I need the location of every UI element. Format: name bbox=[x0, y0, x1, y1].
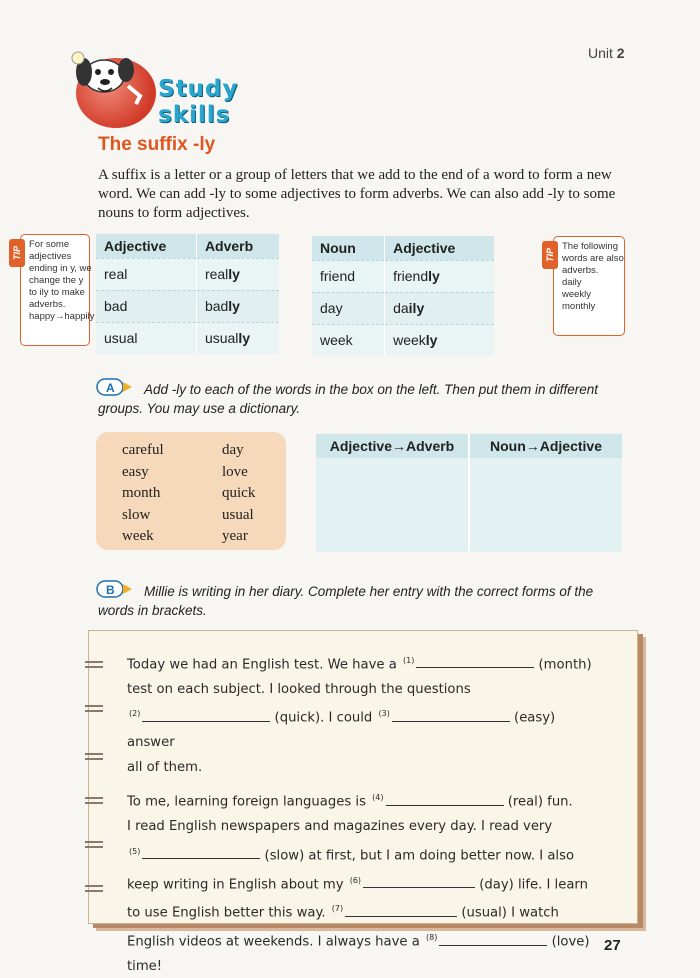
unit-label: Unit 2 bbox=[588, 45, 625, 61]
table-row bbox=[312, 324, 494, 356]
exercise-b-instruction: Millie is writing in her diary. Complete her entry with the correct forms of the words in brackets. bbox=[98, 584, 594, 618]
page-number: 27 bbox=[604, 937, 621, 954]
table-row bbox=[96, 322, 279, 354]
ring-icon bbox=[85, 705, 105, 713]
answer-column-adverb[interactable] bbox=[316, 458, 468, 552]
page-title: Study skills bbox=[158, 76, 239, 128]
tip-line: change the y bbox=[29, 275, 84, 286]
table-cell: week bbox=[312, 324, 385, 356]
ring-icon bbox=[85, 841, 105, 849]
table-cell: daily bbox=[385, 292, 494, 324]
table-cell: badly bbox=[196, 290, 279, 322]
blank-6[interactable] bbox=[363, 874, 475, 888]
table-header: Adverb bbox=[196, 234, 279, 258]
tip-line: weekly bbox=[562, 289, 592, 300]
word-item: usual bbox=[222, 506, 254, 523]
answer-column-adjective[interactable] bbox=[468, 458, 622, 552]
tip-line: adverbs. bbox=[562, 265, 599, 276]
word-item: quick bbox=[222, 485, 256, 501]
table-cell: weekly bbox=[385, 324, 494, 356]
ring-icon bbox=[85, 885, 105, 893]
table-header: Adjective bbox=[96, 234, 196, 258]
tip-line: daily bbox=[562, 277, 582, 288]
section-intro: A suffix is a letter or a group of letters that we add to the end of a word to form a new word. We can add -ly to some adjectives to form adverbs. We can also add -ly to some nouns to form adjectives. bbox=[98, 167, 616, 221]
table-header: Noun→Adjective bbox=[468, 434, 622, 458]
word-item: day bbox=[222, 442, 244, 458]
table-row bbox=[312, 260, 494, 292]
word-item: week bbox=[122, 528, 154, 544]
diary-text: Today we had an English test. We have a $^{(1)}$ (month) test on each subject. I looked through the questions $^{(2)}$ (quick). I could $^{(3)}$ (easy) answer all of them. To me, learning foreign languages is $^{(4)}$ (real) fun. I read English newspapers and magazines every day. I read very $^{(5)}$ (slow) at first, but I am doing better now. I also keep writing in English about my $^{(6)}$ (day) life. I learn to use English better this way. $^{(7)}$ (usual) I watch English videos at weekends. I always have a $^{(8)}$ (love) time! bbox=[127, 656, 592, 975]
tip-line: words are also bbox=[562, 253, 624, 264]
tip-line: The following bbox=[562, 241, 618, 252]
study-skills-header bbox=[70, 46, 310, 126]
word-item: careful bbox=[122, 442, 164, 458]
tip-line: For some bbox=[29, 239, 70, 250]
word-item: love bbox=[222, 463, 248, 480]
table-cell: friend bbox=[312, 260, 385, 292]
tip-right bbox=[545, 236, 625, 336]
table-cell: day bbox=[312, 292, 385, 324]
section-title: The suffix -ly bbox=[98, 134, 216, 155]
ring-icon bbox=[85, 753, 105, 761]
table-row bbox=[312, 292, 494, 324]
table-row bbox=[96, 290, 279, 322]
word-item: month bbox=[122, 485, 161, 501]
tip-line: adverbs. bbox=[29, 299, 66, 310]
table-cell: really bbox=[196, 258, 279, 290]
table-cell: bad bbox=[96, 290, 196, 322]
table-cell: friendly bbox=[385, 260, 494, 292]
blank-5[interactable] bbox=[142, 845, 260, 859]
notebook-rings bbox=[85, 631, 105, 923]
blank-3[interactable] bbox=[392, 708, 510, 722]
tip-badge: TIP bbox=[9, 239, 25, 267]
ring-icon bbox=[85, 797, 105, 805]
tip-line: happy→happily bbox=[29, 311, 95, 322]
blank-2[interactable] bbox=[142, 708, 270, 722]
table-header: Adjective bbox=[385, 236, 494, 260]
noun-adjective-table bbox=[312, 236, 494, 356]
table-header: Adjective→Adverb bbox=[329, 438, 455, 454]
table-row bbox=[96, 258, 279, 290]
exercise-a-instruction: Add -ly to each of the words in the box on the left. Then put them in different groups. You may use a dictionary. bbox=[98, 382, 599, 416]
blank-4[interactable] bbox=[386, 792, 504, 806]
blank-1[interactable] bbox=[416, 654, 534, 668]
tip-line: adjectives bbox=[29, 251, 72, 262]
answer-table bbox=[316, 434, 622, 552]
word-item: year bbox=[222, 528, 248, 544]
word-item: slow bbox=[122, 506, 151, 523]
word-box bbox=[96, 432, 286, 550]
ring-icon bbox=[85, 661, 105, 669]
word-item: easy bbox=[122, 463, 149, 480]
table-cell: usually bbox=[196, 322, 279, 354]
tip-line: to ily to make bbox=[29, 287, 85, 298]
table-cell: usual bbox=[96, 322, 196, 354]
exercise-a-letter: A bbox=[106, 381, 115, 395]
exercise-b-letter: B bbox=[106, 583, 115, 597]
blank-8[interactable] bbox=[439, 932, 547, 946]
tip-line: monthly bbox=[562, 301, 596, 312]
tip-badge: TIP bbox=[542, 241, 558, 269]
tip-line: ending in y, we bbox=[29, 263, 92, 274]
tip-left bbox=[12, 234, 95, 346]
table-cell: real bbox=[96, 258, 196, 290]
adjective-adverb-table bbox=[96, 234, 279, 354]
blank-7[interactable] bbox=[345, 903, 457, 917]
table-header: Noun bbox=[312, 236, 385, 260]
